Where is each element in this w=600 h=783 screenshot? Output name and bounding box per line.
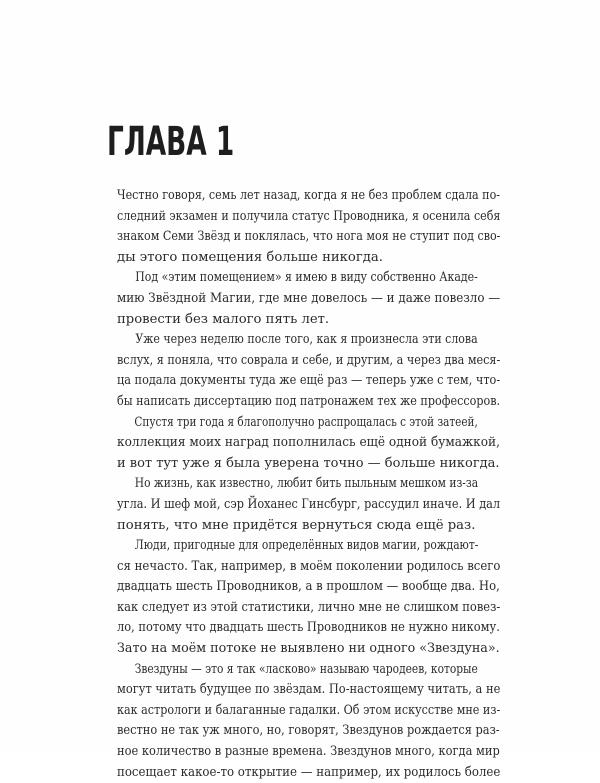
text-line: бы написать диссертацию под патронажем тех же профессоров. bbox=[117, 393, 501, 409]
text-line: как следует из этой статистики, лично мне не слишком повез- bbox=[117, 599, 501, 615]
text-line: мию Звёздной Магии, где мне довелось — и даже повезло — bbox=[117, 290, 501, 306]
text-line: вслух, я поняла, что соврала и себе, и другим, а через два меся- bbox=[117, 352, 501, 368]
text-line: Честно говоря, семь лет назад, когда я не без проблем сдала по- bbox=[117, 188, 501, 203]
chapter-title: ГЛАВА 1 bbox=[107, 119, 235, 165]
text-line: и вот тут уже я была уверена точно — больше никогда. bbox=[117, 455, 500, 471]
text-line: угла. И шеф мой, сэр Йоханес Гинсбург, рассудил иначе. И дал bbox=[117, 496, 501, 512]
text-line: следний экзамен и получила статус Проводника, я осенила себя bbox=[117, 208, 501, 224]
text-line: ды этого помещения больше никогда. bbox=[117, 249, 383, 265]
text-line: двадцать шесть Проводников, а в прошлом — вообще два. Но, bbox=[117, 579, 500, 595]
text-line: Спустя три года я благополучно распрощалась с этой затеей, bbox=[134, 414, 478, 430]
text-line: посещает какое-то открытие — например, их родилось более bbox=[117, 764, 501, 780]
text-line: понять, что мне придётся вернуться сюда ещё раз. bbox=[117, 517, 476, 533]
text-line: коллекция моих наград пополнилась ещё одной бумажкой, bbox=[117, 435, 500, 451]
text-line: ное количество в разные времена. Звездунов много, когда мир bbox=[117, 744, 500, 760]
text-line: ся нечасто. Так, например, в моём поколении родилось всего bbox=[117, 558, 501, 574]
text-line: Люди, пригодные для определённых видов магии, рождают- bbox=[134, 538, 479, 554]
text-line: Под «этим помещением» я имею в виду собственно Акаде- bbox=[135, 270, 478, 286]
text-line: могут читать будущее по звёздам. По-настоящему читать, а не bbox=[117, 682, 501, 698]
text-line: Уже через неделю после того, как я произнесла эти слова bbox=[135, 332, 478, 348]
text-line: ло, потому что двадцать шесть Проводников не нужно никому. bbox=[117, 620, 500, 636]
text-line: знаком Семи Звёзд и поклялась, что нога моя не ступит под сво- bbox=[117, 229, 501, 245]
paragraph bbox=[117, 186, 500, 268]
paragraph bbox=[117, 536, 500, 660]
paragraph bbox=[117, 330, 500, 412]
text-line: Зато на моём потоке не выявлено ни одного «Звездуна». bbox=[117, 641, 500, 657]
paragraph bbox=[117, 413, 500, 475]
text-line: ца подала документы туда же ещё раз — теперь уже с тем, что- bbox=[117, 373, 501, 389]
text-line: Звездуны — это я так «ласково» называю чародеев, которые bbox=[134, 661, 478, 677]
paragraph bbox=[117, 660, 500, 783]
text-line: провести без малого пять лет. bbox=[117, 311, 330, 327]
body-text bbox=[117, 186, 500, 783]
paragraph bbox=[117, 474, 500, 536]
text-line: Но жизнь, как известно, любит бить пыльным мешком из-за bbox=[134, 476, 479, 492]
paragraph bbox=[117, 268, 500, 330]
text-line: как астрологи и балаганные гадалки. Об этом искусстве мне из- bbox=[117, 702, 501, 718]
text-line: вестно не так уж много, но, говорят, Звездунов рождается раз- bbox=[117, 723, 500, 739]
